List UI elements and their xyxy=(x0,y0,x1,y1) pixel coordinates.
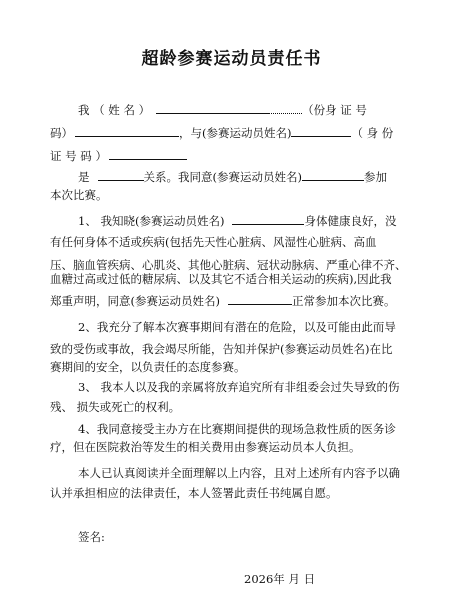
intro-line-5: 本次比赛。 xyxy=(50,188,108,202)
para4-line-2: 疗，但在医院救治等发生的相关费用由参赛运动员本人负担。 xyxy=(50,440,361,454)
para2-line-1: 2、我充分了解本次赛事期间有潜在的危险，以及可能由此而导 xyxy=(78,320,396,334)
intro-line-2: 码） ，与(参赛运动员姓名) （ 身 份 xyxy=(50,126,394,140)
signature-label: 签名: xyxy=(78,530,105,544)
para5-line-2: 认并承担相应的法律责任，本人签署此责任书纯属自愿。 xyxy=(50,486,338,500)
intro-line-4: 是 关系。我同意(参赛运动员姓名) 参加 xyxy=(78,170,387,184)
athlete-name-blank-3 xyxy=(232,212,304,225)
guardian-name-blank xyxy=(156,101,268,114)
guardian-name-dots xyxy=(268,101,302,114)
para1-line-3: 压、脑血管疾病、心肌炎、其他心脏病、冠状动脉病、严重心律不齐、 xyxy=(50,258,407,272)
para2-line-2: 致的受伤或事故，我会竭尽所能，告知并保护(参赛运动员姓名)在比 xyxy=(50,342,393,356)
para3-line-2: 残、 损失或死亡的权利。 xyxy=(50,400,181,414)
para5-line-1: 本人已认真阅读并全面理解以上内容，且对上述所有内容予以确 xyxy=(78,466,400,480)
para1-line-2: 有任何身体不适或疾病(包括先天性心脏病、风湿性心脏病、高血 xyxy=(50,235,377,249)
intro-line-3: 证 号 码 ） xyxy=(50,147,187,163)
document-title: 超龄参赛运动员责任书 xyxy=(141,49,322,69)
athlete-name-blank-4 xyxy=(228,292,292,305)
para2-line-3: 赛期间的安全，以负责任的态度参赛。 xyxy=(50,360,246,374)
para3-line-1: 3、 我本人以及我的亲属将放弃追究所有非组委会过失导致的伤 xyxy=(78,380,400,394)
para1-line-5: 郑重声明，同意(参赛运动员姓名) 正常参加本次比赛。 xyxy=(50,294,396,308)
para1-line-4: 血糖过高或过低的糖尿病、以及其它不适合相关运动的疾病),因此我 xyxy=(50,272,392,286)
para4-line-1: 4、我同意接受主办方在比赛期间提供的现场急救性质的医务诊 xyxy=(78,422,396,436)
guardian-id-blank xyxy=(75,124,179,137)
athlete-name-blank-2 xyxy=(302,168,364,181)
relationship-blank xyxy=(98,168,144,181)
athlete-id-blank xyxy=(109,147,187,160)
para1-line-1: 1、 我知晓(参赛运动员姓名) 身体健康良好，没 xyxy=(78,214,397,228)
intro-line-1: 我 （ 姓 名 ） （份身 证 号 xyxy=(78,103,367,117)
date-line: 2026年 月 日 xyxy=(244,572,316,586)
athlete-name-blank xyxy=(291,124,351,137)
